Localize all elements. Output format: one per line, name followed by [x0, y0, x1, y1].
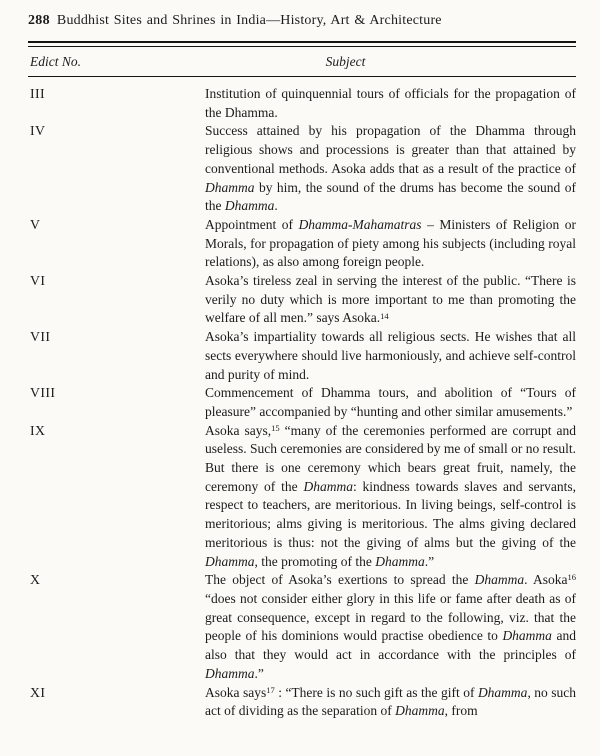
column-header-subject: Subject [325, 54, 366, 69]
edict-subject: The object of Asoka’s exertions to spread the Dhamma. Asoka$^{16}$ “does not consider either glory in this life or fame after death as of great consequence, except in regard to the following, viz. that the people of his dominions would practise obedience to Dhamma and also that they would act in accordance with the principles of Dhamma.” [205, 572, 577, 681]
edict-subject: Institution of quinquennial tours of officials for the propagation of the Dhamma. [205, 86, 576, 120]
table-row [28, 328, 576, 384]
table-row [28, 384, 576, 421]
edict-number: VII [30, 329, 51, 345]
page-number: 288 [28, 13, 50, 28]
edict-number: XI [30, 684, 46, 700]
edict-subject: Asoka’s tireless zeal in serving the interest of the public. “There is verily no duty which is more important to me than promoting the welfare of all men.” says Asoka.$^{14}$ [205, 273, 576, 326]
table-row [28, 122, 576, 216]
edict-subject: Commencement of Dhamma tours, and abolition of “Tours of pleasure” accompanied by “hunting and other similar amusements.” [205, 385, 576, 419]
table-row [28, 422, 576, 572]
book-title: Buddhist Sites and Shrines in India—History, Art & Architecture [56, 13, 442, 28]
edict-number: VI [30, 273, 46, 289]
edict-subject: Appointment of Dhamma-Mahamatras – Ministers of Religion or Morals, for propagation of piety among his subjects (including royal relations), as also among foreign people. [205, 216, 576, 270]
edict-number: X [30, 572, 41, 588]
table-header-row [28, 47, 576, 76]
edict-subject: Asoka says$^{17}$ : “There is no such gift as the gift of Dhamma, no such act of dividing as the separation of Dhamma, from [205, 684, 577, 719]
edict-table-body [28, 77, 576, 721]
edict-number: III [30, 86, 45, 101]
edict-subject: Asoka’s impartiality towards all religious sects. He wishes that all sects everywhere should live harmoniously, and achieve self-control and purity of mind. [205, 329, 576, 382]
table-row [28, 571, 576, 683]
table-row [28, 85, 576, 122]
edict-number: V [30, 216, 41, 232]
edict-subject: Asoka says,$^{15}$ “many of the ceremonies performed are corrupt and useless. Such ceremonies are considered by me of small or no result. But there is one ceremony which bears great fruit, namely, the ceremony of the Dhamma: kindness towards slaves and servants, respect to teachers, are meritorious. In living beings, self-control is meritorious; alms giving is meritorious. The alms giving declared meritorious is thus: not the giving of alms but the giving of the Dhamma, the promoting of the Dhamma.” [205, 422, 576, 569]
edict-number: IX [30, 422, 46, 438]
edict-number: VIII [30, 385, 56, 401]
edict-number: IV [30, 123, 46, 139]
column-header-edict-no: Edict No. [30, 54, 81, 69]
edict-subject: Success attained by his propagation of the Dhamma through religious shows and processions is greater than that attained by conventional methods. Asoka adds that as a result of the practice of Dhamma by him, the sound of the drums has become the sound of the Dhamma. [205, 123, 576, 214]
table-row [28, 684, 576, 721]
table-row [28, 216, 576, 272]
page-header [28, 12, 576, 30]
table-row [28, 272, 576, 328]
